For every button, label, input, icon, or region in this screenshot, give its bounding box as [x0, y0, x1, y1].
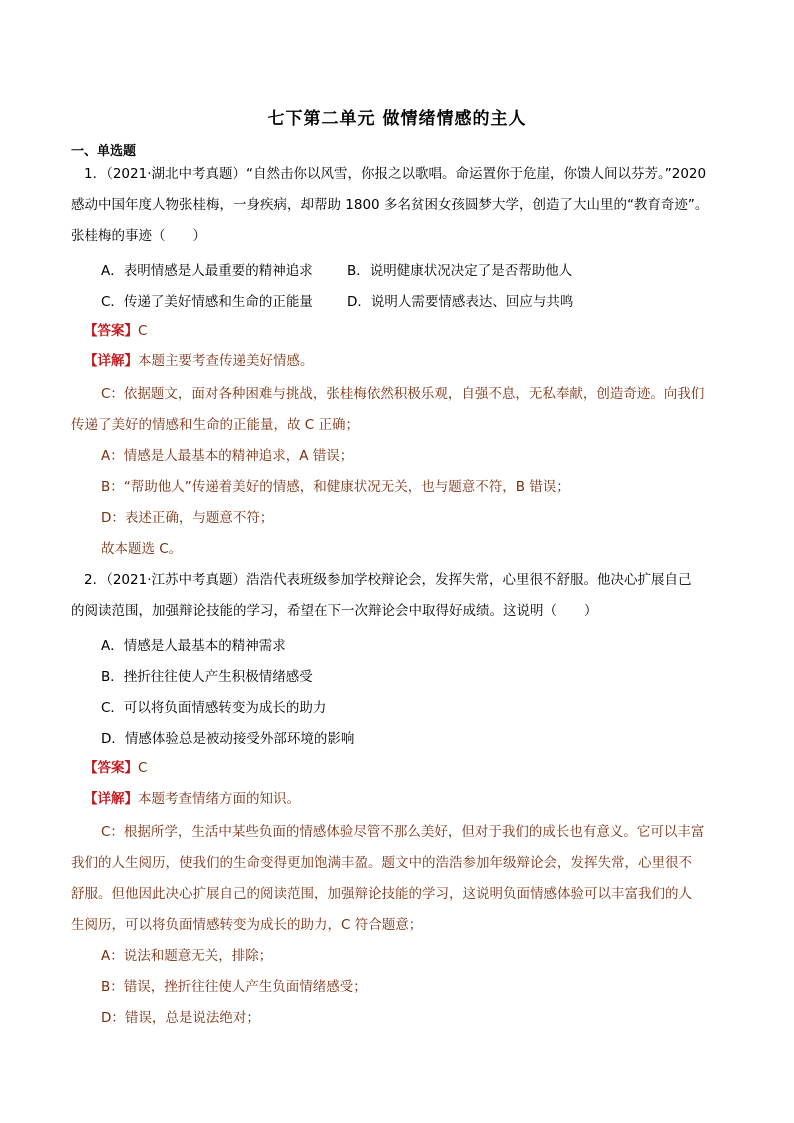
- q1-answer-label: 【答案】: [84, 323, 138, 339]
- q2-detail: [84, 789, 300, 809]
- q2-detail-text: 本题考查情绪方面的知识。: [138, 791, 300, 807]
- q1-explanation-c-line-2: 传递了美好的情感和生命的正能量，故 C 正确；: [71, 417, 360, 433]
- q2-option-a: A．情感是人最基本的精神需求: [101, 638, 286, 654]
- q2-explanation-c-line-3: 舒服。但他因此决心扩展自己的阅读范围，加强辩论技能的学习，这说明负面情感体验可以丰富我们的人: [71, 886, 692, 902]
- q2-stem-line-2: 的阅读范围，加强辩论技能的学习，希望在下一次辩论会中取得好成绩。这说明（ ）: [71, 603, 598, 619]
- q1-explanation-a: A：情感是人最基本的精神追求，A 错误；: [101, 448, 354, 464]
- q1-detail-text: 本题主要考查传递美好情感。: [138, 353, 314, 369]
- section-heading: 一、单选题: [71, 144, 137, 159]
- q2-explanation-c-line-2: 我们的人生阅历，使我们的生命变得更加饱满丰盈。题文中的浩浩参加年级辩论会，发挥失常，心里很不: [71, 855, 692, 871]
- q2-stem-line-1: 2．（2021·江苏中考真题）浩浩代表班级参加学校辩论会，发挥失常，心里很不舒服。他决心扩展自己: [84, 572, 692, 588]
- q2-explanation-b: B：错误，挫折往往使人产生负面情绪感受；: [101, 979, 367, 995]
- q2-explanation-c-line-1: C：根据所学，生活中某些负面的情感体验尽管不那么美好，但对于我们的成长也有意义。它可以丰富: [101, 824, 705, 840]
- q1-answer: [84, 321, 147, 341]
- q2-option-b: B．挫折往往使人产生积极情绪感受: [101, 669, 313, 685]
- q2-option-d: D．情感体验总是被动接受外部环境的影响: [101, 731, 355, 747]
- q2-answer-value: C: [138, 760, 148, 776]
- q1-explanation-c-line-1: C：依据题文，面对各种困难与挑战，张桂梅依然积极乐观，自强不息，无私奉献，创造奇迹。向我们: [101, 386, 705, 402]
- q1-option-d: D．说明人需要情感表达、回应与共鸣: [347, 294, 574, 310]
- q1-option-c: C．传递了美好情感和生命的正能量: [101, 294, 313, 310]
- q1-explanation-d: D：表述正确，与题意不符；: [101, 510, 274, 526]
- q1-stem-line-3: 张桂梅的事迹（ ）: [71, 228, 206, 244]
- q2-explanation-a: A：说法和题意无关，排除；: [101, 948, 273, 964]
- q2-answer: [84, 758, 147, 778]
- q1-explanation-b: B：“帮助他人”传递着美好的情感，和健康状况无关，也与题意不符，B 错误；: [101, 479, 570, 495]
- page-title: 七下第二单元 做情绪情感的主人: [267, 109, 527, 129]
- q2-answer-label: 【答案】: [84, 760, 138, 776]
- q1-option-b: B．说明健康状况决定了是否帮助他人: [347, 263, 573, 279]
- q1-stem-line-2: 感动中国年度人物张桂梅，一身疾病，却帮助 1800 多名贫困女孩圆梦大学，创造了大山里的“教育奇迹”。: [71, 197, 709, 213]
- q2-option-c: C．可以将负面情感转变为成长的助力: [101, 700, 327, 716]
- q1-stem-line-1: 1．（2021·湖北中考真题）“自然击你以风雪，你报之以歌唱。命运置你于危崖，你馈人间以芬芳。”2020: [84, 166, 707, 182]
- q1-detail-label: 【详解】: [84, 353, 138, 369]
- q1-answer-value: C: [138, 323, 148, 339]
- q2-explanation-d: D：错误，总是说法绝对；: [101, 1010, 260, 1026]
- q1-detail: [84, 351, 314, 371]
- q1-conclusion: 故本题选 C。: [101, 541, 183, 557]
- q2-detail-label: 【详解】: [84, 791, 138, 807]
- q2-explanation-c-line-4: 生阅历，可以将负面情感转变为成长的助力，C 符合题意；: [71, 917, 423, 933]
- q1-option-a: A．表明情感是人最重要的精神追求: [101, 263, 313, 279]
